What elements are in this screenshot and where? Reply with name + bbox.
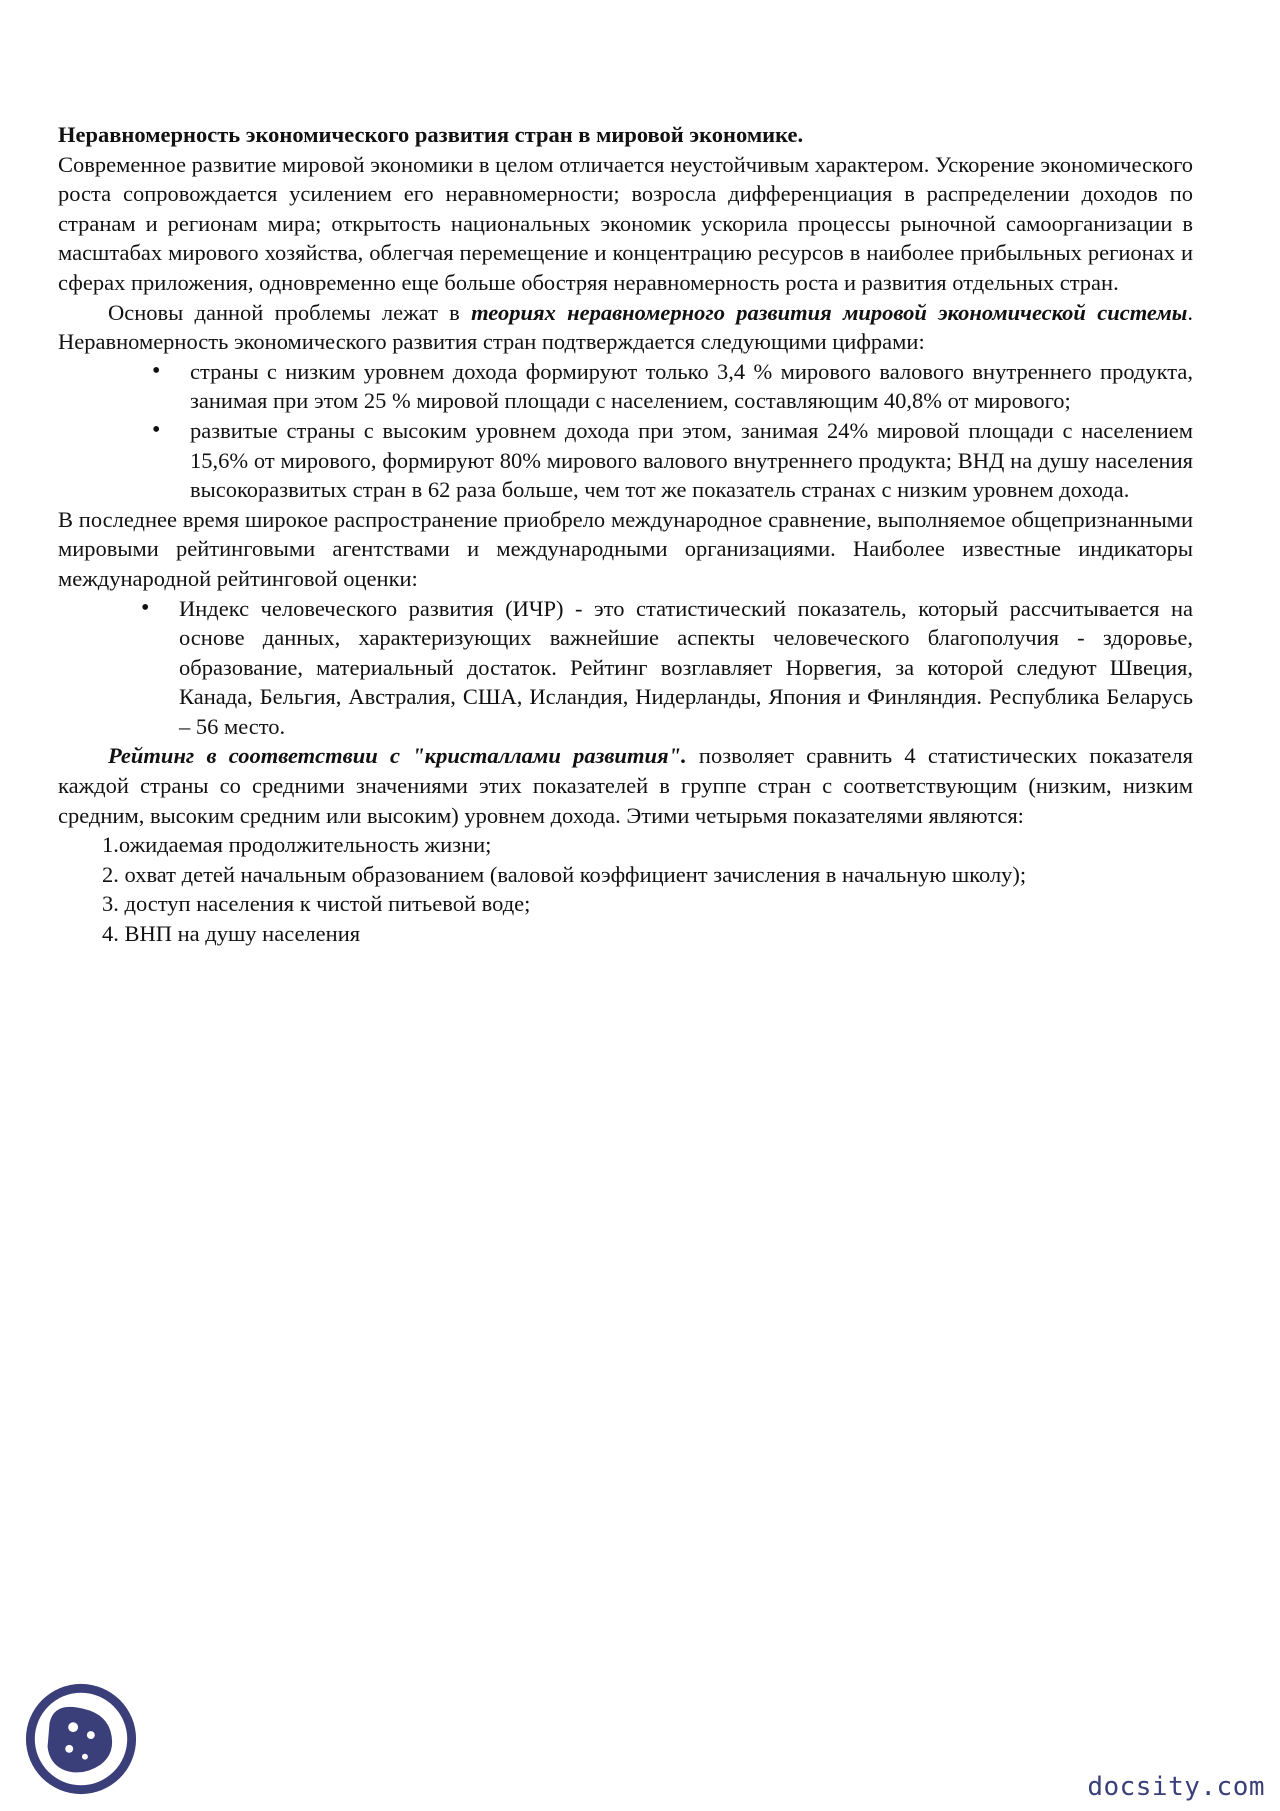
- numbered-item: 4. ВНП на душу населения: [102, 921, 361, 947]
- list-item: • Индекс человеческого развития (ИЧР) - это статистический показатель, который рассчитывается на основе данных, характеризующих важнейшие аспекты человеческого благополучия - здоровье, образование, материальный достаток. Рейтинг возглавляет Норвегия, за которой следуют Швеция, Канада, Бельгия, Австралия, США, Исландия, Нидерланды, Япония и Финляндия. Республика Беларусь – 56 место.: [179, 594, 1193, 742]
- paragraph-theories-start: Основы данной проблемы лежат в: [108, 299, 472, 325]
- docsity-logo-icon: [22, 1680, 140, 1798]
- numbered-item: 3. доступ населения к чистой питьевой воде;: [102, 891, 531, 917]
- paragraph-theories-emphasis: теориях неравномерного развития мировой экономической системы: [471, 299, 1188, 325]
- paragraph-theories: [58, 298, 1193, 357]
- numbered-item: 2. охват детей начальным образованием (валовой коэффициент зачисления в начальную школу);: [102, 861, 1027, 887]
- indicators-bullet-list: [58, 594, 1193, 742]
- paragraph-crystals: [58, 741, 1193, 830]
- paragraph-crystals-rest: позволяет сравнить 4 статистических показателя каждой страны со средними значениями этих показателей в группе стран с соответствующим (низким, низким средним, высоким средним или высоким) уровнем дохода. Этими четырьмя показателями являются:: [58, 743, 1193, 828]
- numbered-list: [58, 830, 1193, 948]
- paragraph-intro: Современное развитие мировой экономики в целом отличается неустойчивым характером. Ускорение экономического роста сопровождается усилением его неравномерности; возросла дифференциация в распределении доходов по странам и регионам мира; открытость национальных экономик ускорила процессы рыночной самоорганизации в масштабах мирового хозяйства, облегчая перемещение и концентрацию ресурсов в наиболее прибыльных регионах и сферах приложения, одновременно еще больше обостряя неравномерность роста и развития отдельных стран.: [58, 151, 1193, 295]
- paragraph-ratings: В последнее время широкое распространение приобрело международное сравнение, выполняемое общепризнанными мировыми рейтинговыми агентствами и международными организациями. Наиболее известные индикаторы международной рейтинговой оценки:: [58, 506, 1193, 591]
- numbered-item: 1.ожидаемая продолжительность жизни;: [102, 832, 492, 858]
- list-item: • страны с низким уровнем дохода формируют только 3,4 % мирового валового внутреннего продукта, занимая при этом 25 % мировой площади с населением, составляющим 40,8% от мирового;: [190, 357, 1193, 416]
- docsity-site-text[interactable]: docsity.com: [1087, 1772, 1265, 1802]
- paragraph-crystals-emphasis: Рейтинг в соответствии с "кристаллами развития".: [108, 743, 687, 769]
- document-page: [58, 120, 1193, 949]
- document-title: Неравномерность экономического развития стран в мировой экономике.: [58, 122, 804, 147]
- paragraph-theories-end: . Неравномерность экономического развития стран подтверждается следующими цифрами:: [58, 299, 1193, 355]
- list-item: • развитые страны с высоким уровнем дохода при этом, занимая 24% мировой площади с населением 15,6% от мирового, формируют 80% мирового валового внутреннего продукта; ВНД на душу населения высокоразвитых стран в 62 раза больше, чем тот же показатель странах с низким уровнем дохода.: [190, 416, 1193, 505]
- figures-bullet-list: [58, 357, 1193, 505]
